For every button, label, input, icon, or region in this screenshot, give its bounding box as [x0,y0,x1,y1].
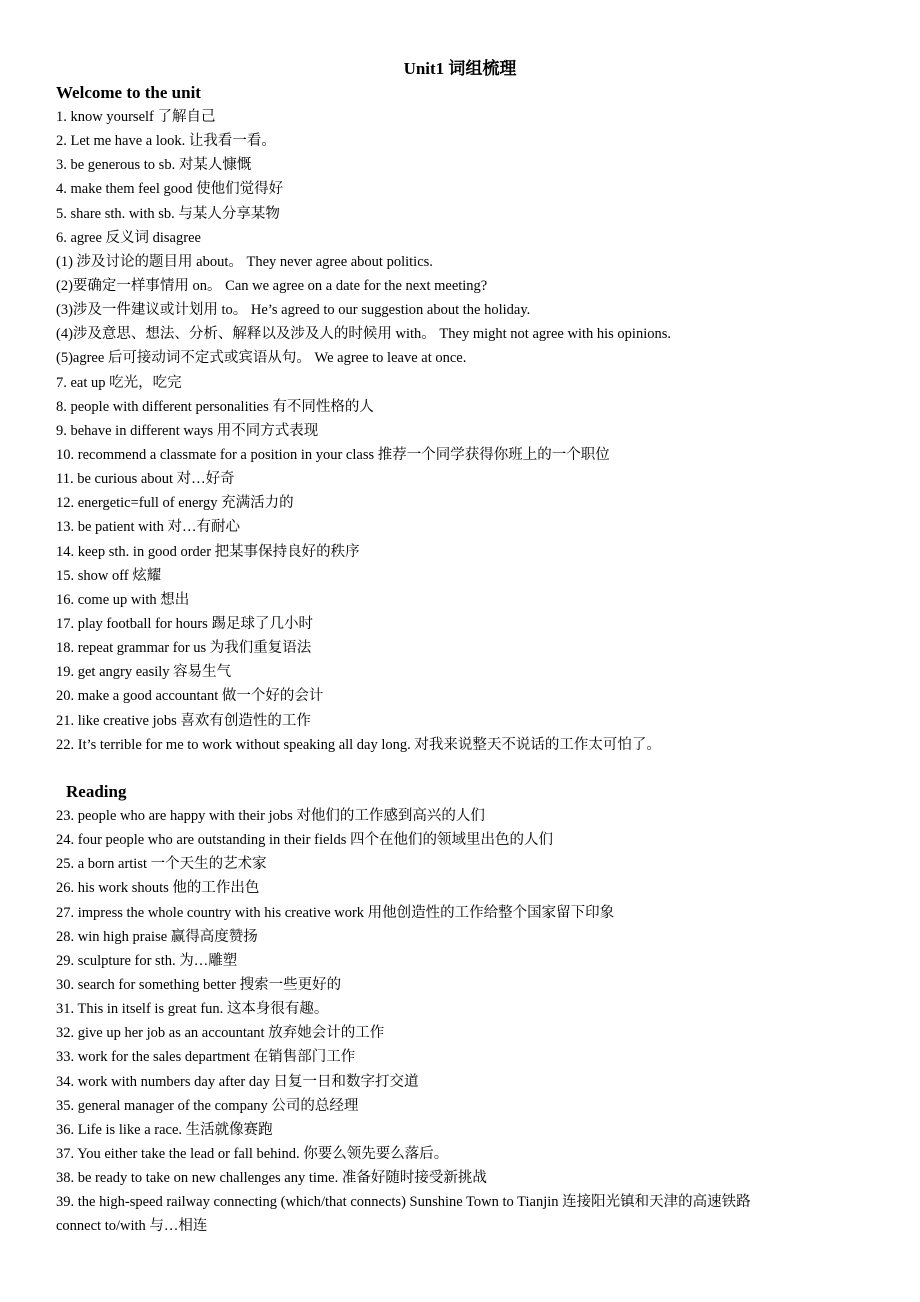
phrase-line: 37. You either take the lead or fall behind. 你要么领先要么落后。 [56,1145,449,1162]
phrase-line: 4. make them feel good 使他们觉得好 [56,181,284,198]
page-title: Unit1 词组梳理 [403,59,517,78]
phrase-line: 19. get angry easily 容易生气 [56,664,232,681]
phrase-line: 24. four people who are outstanding in their fields 四个在他们的领域里出色的人们 [56,832,553,849]
phrase-line: (5)agree 后可接动词不定式或宾语从句。 We agree to leave at once. [56,350,467,367]
phrase-line: 39. the high-speed railway connecting (which/that connects) Sunshine Town to Tianjin 连接阳光镇和天津的高速铁路 [56,1194,751,1211]
phrase-line: 9. behave in different ways 用不同方式表现 [56,422,319,439]
phrase-line: 25. a born artist 一个天生的艺术家 [56,856,267,873]
phrase-line: 29. sculpture for sth. 为…雕塑 [56,952,238,969]
phrase-line: 16. come up with 想出 [56,591,190,608]
phrase-line: 28. win high praise 赢得高度赞扬 [56,928,258,945]
phrase-line: 34. work with numbers day after day 日复一日和数字打交道 [56,1073,419,1090]
phrase-line: 14. keep sth. in good order 把某事保持良好的秩序 [56,543,360,560]
phrase-line: 13. be patient with 对…有耐心 [56,519,241,536]
section-heading-welcome: Welcome to the unit [56,83,201,102]
phrase-line: 32. give up her job as an accountant 放弃她会计的工作 [56,1025,385,1042]
phrase-line: 3. be generous to sb. 对某人慷慨 [56,157,252,174]
phrase-line: 7. eat up 吃光，吃完 [56,374,182,391]
phrase-line: 17. play football for hours 踢足球了几小时 [56,615,313,632]
phrase-line: 15. show off 炫耀 [56,567,162,584]
section-heading-reading: Reading [66,782,127,801]
phrase-line: 35. general manager of the company 公司的总经理 [56,1097,359,1114]
phrase-line: 6. agree 反义词 disagree [56,229,201,246]
phrase-line: 38. be ready to take on new challenges any time. 准备好随时接受新挑战 [56,1170,487,1187]
phrase-line: 31. This in itself is great fun. 这本身很有趣。 [56,1001,329,1018]
phrase-line: 2. Let me have a look. 让我看一看。 [56,133,276,150]
phrase-line: 33. work for the sales department 在销售部门工作 [56,1049,356,1066]
phrase-list-reading [56,804,906,1239]
phrase-line: 30. search for something better 搜索一些更好的 [56,976,342,993]
phrase-line: 12. energetic=full of energy 充满活力的 [56,495,294,512]
phrase-line: 11. be curious about 对…好奇 [56,471,235,488]
phrase-line: 26. his work shouts 他的工作出色 [56,880,260,897]
phrase-list-welcome [56,105,906,757]
phrase-line: 8. people with different personalities 有不同性格的人 [56,398,374,415]
phrase-line: 1. know yourself 了解自己 [56,109,216,125]
phrase-line: (3)涉及一件建议或计划用 to。 He’s agreed to our suggestion about the holiday. [56,302,531,319]
phrase-line: (2)要确定一样事情用 on。 Can we agree on a date for the next meeting? [56,277,488,294]
phrase-line: 36. Life is like a race. 生活就像赛跑 [56,1121,273,1138]
phrase-line: 27. impress the whole country with his creative work 用他创造性的工作给整个国家留下印象 [56,904,615,921]
phrase-line: 5. share sth. with sb. 与某人分享某物 [56,205,280,222]
phrase-line: connect to/with 与…相连 [56,1218,208,1235]
phrase-line: 23. people who are happy with their jobs 对他们的工作感到高兴的人们 [56,808,485,824]
phrase-line: 10. recommend a classmate for a position in your class 推荐一个同学获得你班上的一个职位 [56,446,610,463]
phrase-line: 18. repeat grammar for us 为我们重复语法 [56,640,312,657]
phrase-line: 21. like creative jobs 喜欢有创造性的工作 [56,712,311,729]
phrase-line: (4)涉及意思、想法、分析、解释以及涉及人的时候用 with。 They might not agree with his opinions. [56,326,672,343]
phrase-line: 22. It’s terrible for me to work without speaking all day long. 对我来说整天不说话的工作太可怕了。 [56,736,661,753]
phrase-line: (1) 涉及讨论的题目用 about。 They never agree about politics. [56,253,433,270]
phrase-line: 20. make a good accountant 做一个好的会计 [56,688,324,705]
